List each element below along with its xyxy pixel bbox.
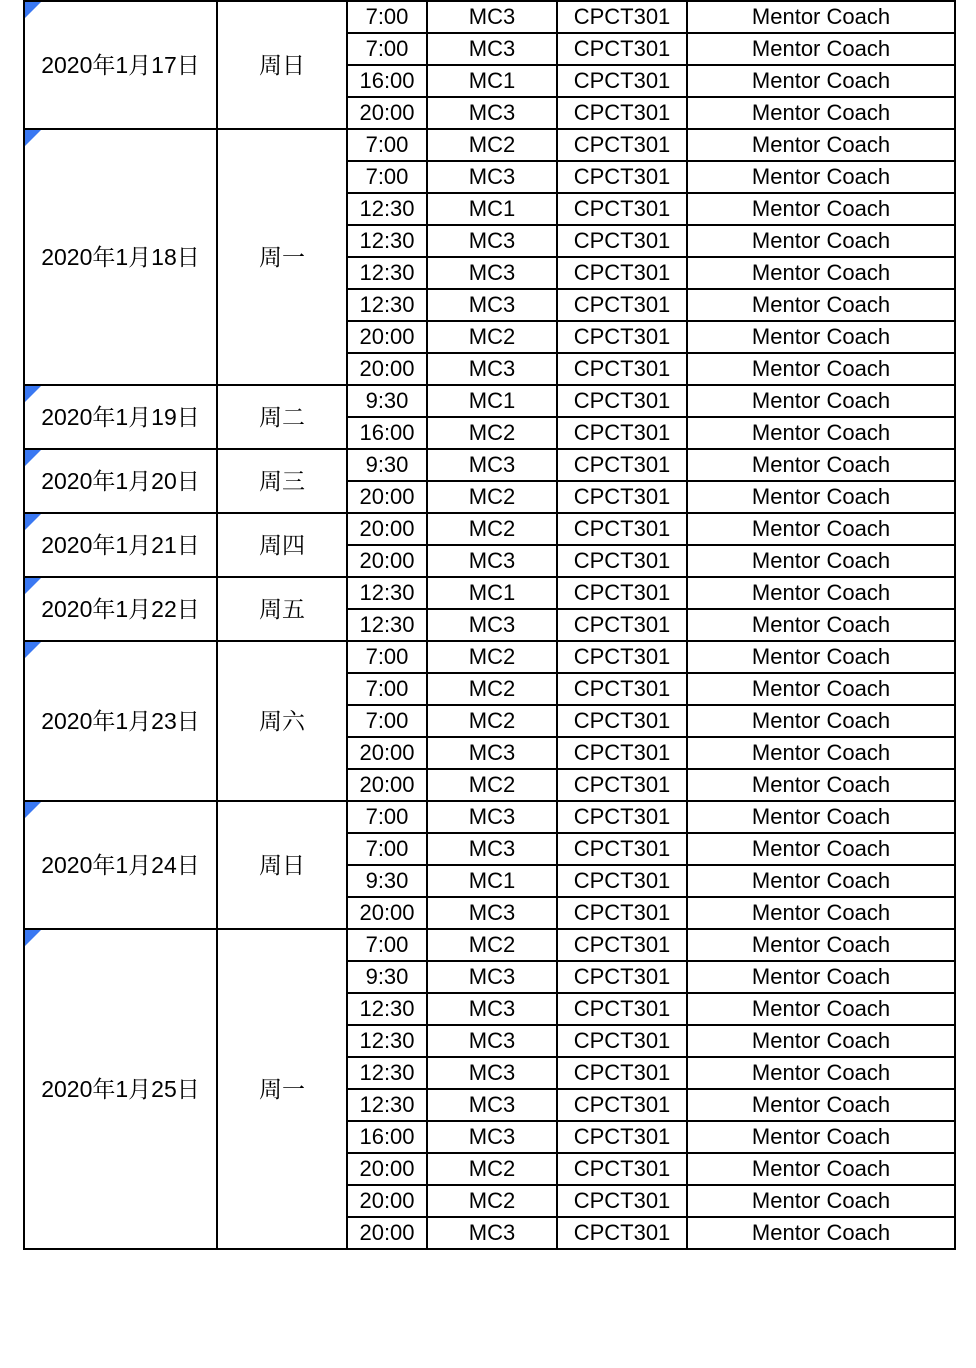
- course-cell: CPCT301: [557, 897, 687, 929]
- date-label: 2020年1月18日: [41, 244, 200, 270]
- level-cell: MC3: [427, 737, 557, 769]
- level-cell: MC3: [427, 97, 557, 129]
- level-cell: MC3: [427, 289, 557, 321]
- course-cell: CPCT301: [557, 705, 687, 737]
- level-cell: MC3: [427, 161, 557, 193]
- weekday-cell: 周一: [217, 929, 347, 1249]
- level-cell: MC2: [427, 641, 557, 673]
- level-cell: MC2: [427, 129, 557, 161]
- date-label: 2020年1月22日: [41, 596, 200, 622]
- role-cell: Mentor Coach: [687, 801, 955, 833]
- time-cell: 20:00: [347, 353, 427, 385]
- level-cell: MC3: [427, 1089, 557, 1121]
- course-cell: CPCT301: [557, 961, 687, 993]
- level-cell: MC1: [427, 65, 557, 97]
- course-cell: CPCT301: [557, 865, 687, 897]
- level-cell: MC2: [427, 705, 557, 737]
- date-cell: [24, 801, 217, 929]
- time-cell: 9:30: [347, 865, 427, 897]
- role-cell: Mentor Coach: [687, 577, 955, 609]
- level-cell: MC2: [427, 769, 557, 801]
- role-cell: Mentor Coach: [687, 417, 955, 449]
- role-cell: Mentor Coach: [687, 385, 955, 417]
- level-cell: MC2: [427, 673, 557, 705]
- role-cell: Mentor Coach: [687, 545, 955, 577]
- course-cell: CPCT301: [557, 993, 687, 1025]
- level-cell: MC2: [427, 321, 557, 353]
- date-cell: [24, 577, 217, 641]
- course-cell: CPCT301: [557, 1025, 687, 1057]
- date-label: 2020年1月20日: [41, 468, 200, 494]
- course-cell: CPCT301: [557, 769, 687, 801]
- role-cell: Mentor Coach: [687, 481, 955, 513]
- role-cell: Mentor Coach: [687, 641, 955, 673]
- course-cell: CPCT301: [557, 1217, 687, 1249]
- date-label: 2020年1月17日: [41, 52, 200, 78]
- time-cell: 16:00: [347, 1121, 427, 1153]
- time-cell: 12:30: [347, 1057, 427, 1089]
- course-cell: CPCT301: [557, 225, 687, 257]
- weekday-cell: 周六: [217, 641, 347, 801]
- course-cell: CPCT301: [557, 1089, 687, 1121]
- time-cell: 20:00: [347, 737, 427, 769]
- role-cell: Mentor Coach: [687, 33, 955, 65]
- time-cell: 9:30: [347, 385, 427, 417]
- role-cell: Mentor Coach: [687, 705, 955, 737]
- course-cell: CPCT301: [557, 641, 687, 673]
- table-row: [24, 929, 955, 961]
- comment-flag-icon[interactable]: [25, 2, 41, 18]
- level-cell: MC1: [427, 193, 557, 225]
- time-cell: 7:00: [347, 673, 427, 705]
- time-cell: 20:00: [347, 1185, 427, 1217]
- role-cell: Mentor Coach: [687, 1025, 955, 1057]
- date-label: 2020年1月24日: [41, 852, 200, 878]
- course-cell: CPCT301: [557, 97, 687, 129]
- course-cell: CPCT301: [557, 1, 687, 33]
- time-cell: 7:00: [347, 161, 427, 193]
- table-row: [24, 449, 955, 481]
- role-cell: Mentor Coach: [687, 129, 955, 161]
- time-cell: 12:30: [347, 1089, 427, 1121]
- comment-flag-icon[interactable]: [25, 386, 41, 402]
- course-cell: CPCT301: [557, 1057, 687, 1089]
- level-cell: MC2: [427, 1185, 557, 1217]
- level-cell: MC3: [427, 225, 557, 257]
- time-cell: 12:30: [347, 257, 427, 289]
- course-cell: CPCT301: [557, 161, 687, 193]
- time-cell: 12:30: [347, 609, 427, 641]
- role-cell: Mentor Coach: [687, 1089, 955, 1121]
- role-cell: Mentor Coach: [687, 161, 955, 193]
- role-cell: Mentor Coach: [687, 929, 955, 961]
- course-cell: CPCT301: [557, 321, 687, 353]
- course-cell: CPCT301: [557, 1121, 687, 1153]
- comment-flag-icon[interactable]: [25, 930, 41, 946]
- course-cell: CPCT301: [557, 353, 687, 385]
- level-cell: MC3: [427, 993, 557, 1025]
- level-cell: MC3: [427, 33, 557, 65]
- time-cell: 12:30: [347, 225, 427, 257]
- course-cell: CPCT301: [557, 577, 687, 609]
- course-cell: CPCT301: [557, 833, 687, 865]
- weekday-cell: 周日: [217, 801, 347, 929]
- time-cell: 20:00: [347, 1217, 427, 1249]
- date-cell: [24, 385, 217, 449]
- role-cell: Mentor Coach: [687, 993, 955, 1025]
- role-cell: Mentor Coach: [687, 609, 955, 641]
- course-cell: CPCT301: [557, 289, 687, 321]
- time-cell: 20:00: [347, 513, 427, 545]
- comment-flag-icon[interactable]: [25, 802, 41, 818]
- date-cell: [24, 513, 217, 577]
- course-cell: CPCT301: [557, 1185, 687, 1217]
- time-cell: 20:00: [347, 545, 427, 577]
- table-row: [24, 385, 955, 417]
- level-cell: MC3: [427, 897, 557, 929]
- table-row: [24, 641, 955, 673]
- course-cell: CPCT301: [557, 1153, 687, 1185]
- level-cell: MC1: [427, 385, 557, 417]
- role-cell: Mentor Coach: [687, 961, 955, 993]
- course-cell: CPCT301: [557, 801, 687, 833]
- role-cell: Mentor Coach: [687, 193, 955, 225]
- time-cell: 20:00: [347, 1153, 427, 1185]
- level-cell: MC3: [427, 545, 557, 577]
- time-cell: 12:30: [347, 577, 427, 609]
- date-cell: [24, 929, 217, 1249]
- date-label: 2020年1月25日: [41, 1076, 200, 1102]
- table-row: [24, 1, 955, 33]
- date-cell: [24, 641, 217, 801]
- time-cell: 9:30: [347, 961, 427, 993]
- role-cell: Mentor Coach: [687, 353, 955, 385]
- time-cell: 20:00: [347, 481, 427, 513]
- course-cell: CPCT301: [557, 929, 687, 961]
- table-row: [24, 513, 955, 545]
- role-cell: Mentor Coach: [687, 1, 955, 33]
- course-cell: CPCT301: [557, 33, 687, 65]
- role-cell: Mentor Coach: [687, 897, 955, 929]
- role-cell: Mentor Coach: [687, 225, 955, 257]
- weekday-cell: 周日: [217, 1, 347, 129]
- comment-flag-icon[interactable]: [25, 130, 41, 146]
- level-cell: MC2: [427, 417, 557, 449]
- time-cell: 16:00: [347, 417, 427, 449]
- time-cell: 7:00: [347, 1, 427, 33]
- date-label: 2020年1月19日: [41, 404, 200, 430]
- time-cell: 20:00: [347, 769, 427, 801]
- level-cell: MC3: [427, 1121, 557, 1153]
- time-cell: 7:00: [347, 641, 427, 673]
- course-cell: CPCT301: [557, 417, 687, 449]
- course-cell: CPCT301: [557, 609, 687, 641]
- role-cell: Mentor Coach: [687, 673, 955, 705]
- time-cell: 7:00: [347, 129, 427, 161]
- course-cell: CPCT301: [557, 385, 687, 417]
- course-cell: CPCT301: [557, 65, 687, 97]
- role-cell: Mentor Coach: [687, 97, 955, 129]
- level-cell: MC1: [427, 865, 557, 897]
- time-cell: 20:00: [347, 897, 427, 929]
- date-cell: [24, 129, 217, 385]
- level-cell: MC2: [427, 481, 557, 513]
- role-cell: Mentor Coach: [687, 257, 955, 289]
- role-cell: Mentor Coach: [687, 321, 955, 353]
- level-cell: MC2: [427, 1153, 557, 1185]
- role-cell: Mentor Coach: [687, 769, 955, 801]
- level-cell: MC3: [427, 833, 557, 865]
- comment-flag-icon[interactable]: [25, 642, 41, 658]
- role-cell: Mentor Coach: [687, 737, 955, 769]
- level-cell: MC3: [427, 1057, 557, 1089]
- role-cell: Mentor Coach: [687, 513, 955, 545]
- level-cell: MC3: [427, 961, 557, 993]
- course-cell: CPCT301: [557, 481, 687, 513]
- weekday-cell: 周三: [217, 449, 347, 513]
- level-cell: MC3: [427, 801, 557, 833]
- course-cell: CPCT301: [557, 737, 687, 769]
- table-row: [24, 129, 955, 161]
- course-cell: CPCT301: [557, 193, 687, 225]
- weekday-cell: 周二: [217, 385, 347, 449]
- course-cell: CPCT301: [557, 257, 687, 289]
- table-row: [24, 577, 955, 609]
- date-label: 2020年1月21日: [41, 532, 200, 558]
- course-cell: CPCT301: [557, 545, 687, 577]
- time-cell: 12:30: [347, 1025, 427, 1057]
- level-cell: MC3: [427, 609, 557, 641]
- course-cell: CPCT301: [557, 513, 687, 545]
- course-cell: CPCT301: [557, 449, 687, 481]
- level-cell: MC3: [427, 1, 557, 33]
- time-cell: 7:00: [347, 801, 427, 833]
- weekday-cell: 周四: [217, 513, 347, 577]
- level-cell: MC2: [427, 513, 557, 545]
- level-cell: MC3: [427, 1217, 557, 1249]
- date-label: 2020年1月23日: [41, 708, 200, 734]
- weekday-cell: 周一: [217, 129, 347, 385]
- time-cell: 7:00: [347, 833, 427, 865]
- course-cell: CPCT301: [557, 129, 687, 161]
- date-cell: [24, 449, 217, 513]
- time-cell: 20:00: [347, 97, 427, 129]
- role-cell: Mentor Coach: [687, 1185, 955, 1217]
- course-cell: CPCT301: [557, 673, 687, 705]
- time-cell: 12:30: [347, 993, 427, 1025]
- time-cell: 9:30: [347, 449, 427, 481]
- time-cell: 7:00: [347, 929, 427, 961]
- time-cell: 16:00: [347, 65, 427, 97]
- schedule-body: [24, 0, 955, 1249]
- schedule-table: [23, 0, 956, 1250]
- role-cell: Mentor Coach: [687, 1217, 955, 1249]
- role-cell: Mentor Coach: [687, 65, 955, 97]
- role-cell: Mentor Coach: [687, 1057, 955, 1089]
- time-cell: 20:00: [347, 321, 427, 353]
- time-cell: 12:30: [347, 193, 427, 225]
- comment-flag-icon[interactable]: [25, 578, 41, 594]
- level-cell: MC3: [427, 257, 557, 289]
- comment-flag-icon[interactable]: [25, 514, 41, 530]
- time-cell: 7:00: [347, 705, 427, 737]
- date-cell: [24, 1, 217, 129]
- level-cell: MC3: [427, 449, 557, 481]
- level-cell: MC3: [427, 353, 557, 385]
- level-cell: MC2: [427, 929, 557, 961]
- time-cell: 12:30: [347, 289, 427, 321]
- time-cell: 7:00: [347, 33, 427, 65]
- level-cell: MC3: [427, 1025, 557, 1057]
- role-cell: Mentor Coach: [687, 289, 955, 321]
- role-cell: Mentor Coach: [687, 1121, 955, 1153]
- comment-flag-icon[interactable]: [25, 450, 41, 466]
- role-cell: Mentor Coach: [687, 1153, 955, 1185]
- level-cell: MC1: [427, 577, 557, 609]
- table-row: [24, 801, 955, 833]
- role-cell: Mentor Coach: [687, 833, 955, 865]
- role-cell: Mentor Coach: [687, 449, 955, 481]
- weekday-cell: 周五: [217, 577, 347, 641]
- role-cell: Mentor Coach: [687, 865, 955, 897]
